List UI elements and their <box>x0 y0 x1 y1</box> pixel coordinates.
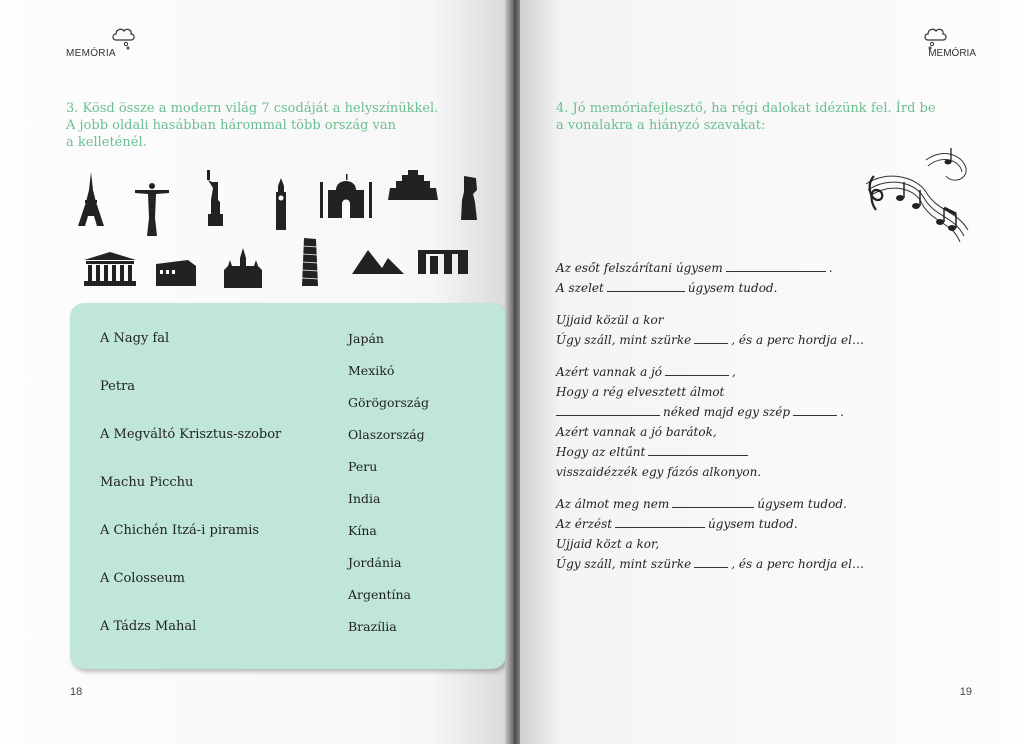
lyric-text: úgysem tudod. <box>687 281 778 295</box>
left-header <box>66 26 116 59</box>
lyric-line: Ujjaid közt a kor, <box>556 537 660 551</box>
heading-line: 3. Kösd össze a modern világ 7 csodáját a helyszínükkel. <box>66 101 439 116</box>
colosseum-icon <box>156 260 196 286</box>
lyric-text: úgysem tudod. <box>708 517 798 531</box>
country-item[interactable]: Jordánia <box>348 555 402 570</box>
lyric-text: Úgy száll, mint szürke <box>556 557 692 571</box>
eiffel-tower-icon <box>76 172 106 226</box>
lyric-text: úgysem tudod. <box>757 497 847 511</box>
country-item[interactable]: Argentína <box>348 587 411 602</box>
wonder-item[interactable]: A Colosseum <box>100 571 186 586</box>
lyric-line <box>556 402 996 422</box>
wonder-item[interactable]: A Chichén Itzá-i piramis <box>100 523 260 538</box>
lyric-text: Úgy száll, mint szürke <box>556 333 692 347</box>
page-number-left: 18 <box>70 686 83 698</box>
page-number-right: 19 <box>959 686 972 698</box>
blank-field[interactable] <box>556 403 660 416</box>
task-4-heading <box>556 100 976 134</box>
blank-field[interactable] <box>726 259 826 272</box>
lyric-text: , és a perc hordja el… <box>731 333 864 347</box>
lyric-text: . <box>828 261 833 275</box>
lyric-text: . <box>840 405 844 419</box>
country-item[interactable]: Görögország <box>348 395 429 410</box>
lyric-line <box>556 330 996 350</box>
blank-field[interactable] <box>607 279 685 292</box>
heading-line: 4. Jó memóriafejlesztő, ha régi dalokat idézünk fel. Írd be <box>556 101 936 116</box>
landmark-icons <box>70 168 480 293</box>
lyric-text: Hogy az eltűnt <box>556 445 646 459</box>
wonder-item[interactable]: A Nagy fal <box>100 331 170 346</box>
lyric-text: , és a perc hordja el… <box>731 557 864 571</box>
lyric-text: Az érzést <box>556 517 613 531</box>
parthenon-icon <box>84 252 136 286</box>
lyric-line <box>556 442 996 462</box>
lyric-text: Az álmot meg nem <box>556 497 670 511</box>
lyric-line: visszaidézzék egy fázós alkonyon. <box>556 465 762 479</box>
wonder-item[interactable]: Machu Picchu <box>100 475 194 490</box>
lyric-line <box>556 494 996 514</box>
lyric-line: Azért vannak a jó barátok, <box>556 425 717 439</box>
wonder-item[interactable]: A Megváltó Krisztus-szobor <box>100 427 282 442</box>
taj-mahal-icon <box>318 172 374 218</box>
heading-line: a kelleténél. <box>66 135 147 150</box>
left-page <box>0 0 508 744</box>
statue-of-liberty-icon <box>204 170 226 226</box>
moai-icon <box>460 176 478 220</box>
lyric-line <box>556 362 996 382</box>
country-item[interactable]: Brazília <box>348 619 397 634</box>
lyric-line <box>556 278 996 298</box>
country-item[interactable]: Peru <box>348 459 378 474</box>
kremlin-icon <box>224 248 262 288</box>
task-3-heading <box>66 100 466 151</box>
lyric-line <box>556 258 996 278</box>
lyric-line <box>556 514 996 534</box>
lyric-text: Az esőt felszárítani úgysem <box>556 261 723 275</box>
lyric-text: néked majd egy szép <box>663 405 791 419</box>
lyric-text: Azért vannak a jó <box>556 365 663 379</box>
leaning-tower-icon <box>298 238 320 286</box>
lyric-line: Hogy a rég elvesztett álmot <box>556 385 725 399</box>
header-label: MEMÓRIA <box>66 48 116 59</box>
right-page <box>520 0 1024 744</box>
blank-field[interactable] <box>665 363 729 376</box>
wonder-item[interactable]: A Tádzs Mahal <box>100 619 197 634</box>
heading-line: A jobb oldali hasábban hárommal több ország van <box>66 118 397 133</box>
christ-redeemer-icon <box>134 182 170 236</box>
cloud-brain-icon <box>922 26 948 50</box>
giza-pyramids-icon <box>352 246 404 274</box>
song-lyrics <box>556 258 996 574</box>
country-item[interactable]: Mexikó <box>348 363 395 378</box>
countries-column <box>348 331 429 651</box>
blank-field[interactable] <box>648 443 748 456</box>
music-notes-icon <box>856 140 980 250</box>
country-item[interactable]: Olaszország <box>348 427 425 442</box>
blank-field[interactable] <box>694 331 728 344</box>
matching-table <box>70 303 506 669</box>
wonder-item[interactable]: Petra <box>100 379 136 394</box>
blank-field[interactable] <box>672 495 754 508</box>
header-label: MEMÓRIA <box>928 48 976 59</box>
right-header <box>928 26 976 59</box>
mayan-pyramid-icon <box>388 170 438 200</box>
big-ben-icon <box>274 178 288 230</box>
lyric-line <box>556 554 996 574</box>
lyric-text: , <box>732 365 736 379</box>
cloud-brain-icon <box>110 26 136 50</box>
stonehenge-icon <box>418 250 468 274</box>
blank-field[interactable] <box>793 403 837 416</box>
lyric-line: Ujjaid közül a kor <box>556 313 664 327</box>
country-item[interactable]: Kína <box>348 523 377 538</box>
country-item[interactable]: India <box>348 491 381 506</box>
lyric-text: A szelet <box>556 281 604 295</box>
country-item[interactable]: Japán <box>348 331 384 346</box>
heading-line: a vonalakra a hiányzó szavakat: <box>556 118 766 133</box>
wonders-column <box>100 331 281 667</box>
blank-field[interactable] <box>694 555 728 568</box>
blank-field[interactable] <box>615 515 705 528</box>
